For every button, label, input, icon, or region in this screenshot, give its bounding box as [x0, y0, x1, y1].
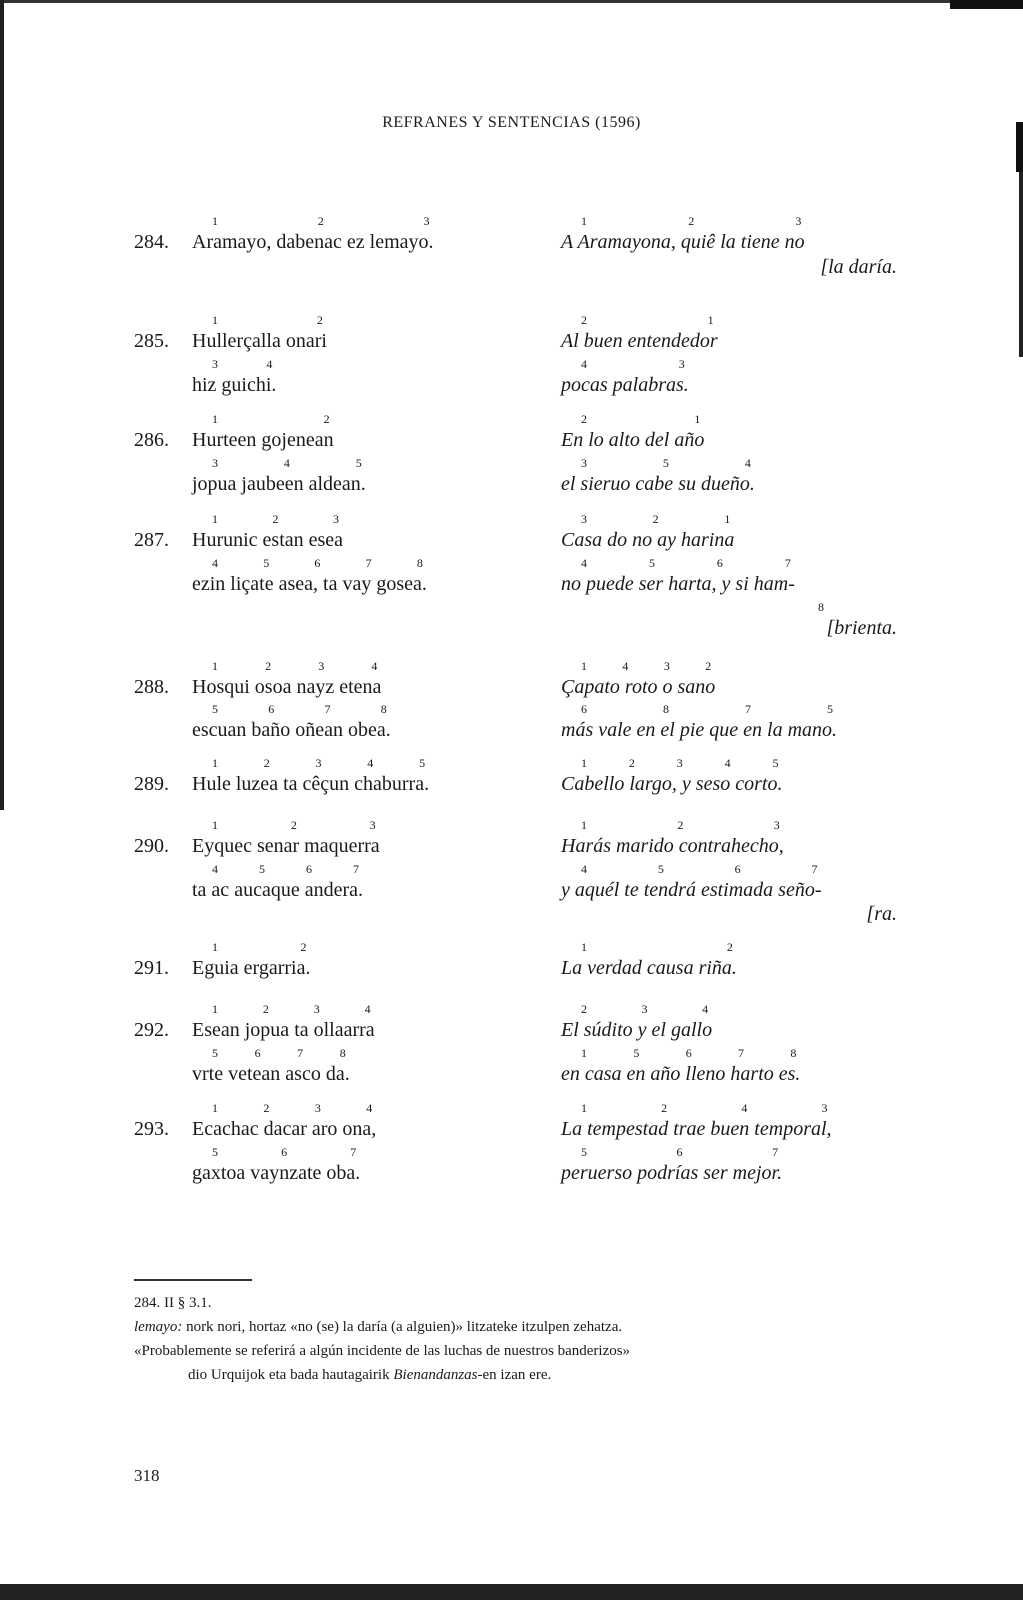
- word-order-mark: 3: [581, 512, 587, 526]
- word-order-mark: 2: [290, 818, 297, 832]
- word-order-mark: 4: [283, 456, 290, 470]
- word-order-mark: 2: [323, 412, 330, 426]
- word-order-mark: 2: [677, 818, 684, 832]
- word-order-mark: 2: [263, 1101, 270, 1115]
- spanish-line: En lo alto del año: [561, 429, 705, 451]
- word-order-mark: 3: [318, 659, 325, 673]
- word-order-mark: 2: [265, 659, 272, 673]
- word-order-mark: 3: [795, 214, 802, 228]
- word-order-mark: 5: [657, 862, 664, 876]
- word-order-mark: 6: [676, 1145, 683, 1159]
- footnote-line-2: «Probablemente se referirá a algún incidente de las luchas de nuestros banderizos»: [134, 1343, 631, 1359]
- word-order-mark: 3: [581, 456, 587, 470]
- proverb-number: 290.: [134, 835, 169, 857]
- spanish-line: en casa en año lleno harto es.: [561, 1063, 801, 1085]
- word-order-mark: 6: [305, 862, 312, 876]
- word-order-mark: 5: [419, 756, 426, 770]
- word-order-mark: 7: [772, 1145, 779, 1159]
- proverb-number: 287.: [134, 529, 169, 551]
- word-order-mark: 6: [314, 556, 321, 570]
- footnote-text-3c: -en izan ere.: [477, 1367, 552, 1383]
- word-order-mark: 4: [702, 1002, 709, 1016]
- word-order-mark: 4: [212, 862, 218, 876]
- spanish-line: La verdad causa riña.: [561, 957, 737, 979]
- spanish-line: no puede ser harta, y si ham-: [561, 573, 795, 595]
- spanish-line: Casa do no ay harina: [561, 529, 735, 551]
- word-order-mark: 5: [263, 556, 270, 570]
- spanish-line: el sieruo cabe su dueño.: [561, 473, 755, 495]
- proverb-number: 293.: [134, 1118, 169, 1140]
- word-order-mark: 1: [212, 1002, 218, 1016]
- footnote-ref: 284. II § 3.1.: [134, 1295, 212, 1311]
- word-order-mark: 3: [423, 214, 430, 228]
- word-order-mark: 1: [694, 412, 701, 426]
- word-order-mark: 1: [212, 412, 218, 426]
- spanish-line: pocas palabras.: [561, 374, 689, 396]
- proverb-number: 285.: [134, 330, 169, 352]
- word-order-mark: 3: [678, 357, 685, 371]
- word-order-mark: 4: [371, 659, 378, 673]
- word-order-mark: 1: [581, 1101, 587, 1115]
- word-order-mark: 7: [297, 1046, 304, 1060]
- spanish-line: El súdito y el gallo: [561, 1019, 713, 1041]
- word-order-mark: 8: [818, 600, 824, 614]
- word-order-mark: 1: [581, 214, 587, 228]
- basque-line: escuan baño oñean obea.: [192, 719, 391, 741]
- word-order-mark: 7: [352, 862, 359, 876]
- word-order-mark: 2: [300, 940, 307, 954]
- spanish-line: Çapato roto o sano: [561, 676, 716, 698]
- word-order-mark: 4: [724, 756, 731, 770]
- basque-line: Esean jopua ta ollaarra: [192, 1019, 375, 1041]
- spanish-continuation: [la daría.: [820, 256, 897, 278]
- word-order-mark: 2: [688, 214, 695, 228]
- word-order-mark: 5: [258, 862, 265, 876]
- word-order-mark: 6: [254, 1046, 261, 1060]
- word-order-mark: 3: [369, 818, 376, 832]
- word-order-mark: 2: [262, 1002, 269, 1016]
- word-order-mark: 2: [652, 512, 659, 526]
- word-order-mark: 8: [416, 556, 423, 570]
- basque-line: vrte vetean asco da.: [192, 1063, 350, 1085]
- footnote-rule: [134, 1279, 252, 1281]
- basque-line: Hurteen gojenean: [192, 429, 334, 451]
- basque-line: Aramayo, dabenac ez lemayo.: [192, 231, 434, 253]
- word-order-mark: 5: [581, 1145, 587, 1159]
- word-order-mark: 5: [212, 1046, 218, 1060]
- word-order-mark: 3: [821, 1101, 828, 1115]
- proverb-number: 286.: [134, 429, 169, 451]
- basque-line: ezin liçate asea, ta vay gosea.: [192, 573, 427, 595]
- footnote-text-1: nork nori, hortaz «no (se) la daría (a alguien)» litzateke itzulpen zehatza.: [182, 1319, 623, 1335]
- proverb-number: 288.: [134, 676, 169, 698]
- word-order-mark: 6: [734, 862, 741, 876]
- word-order-mark: 1: [212, 940, 218, 954]
- word-order-mark: 2: [661, 1101, 668, 1115]
- spanish-continuation: [brienta.: [826, 617, 897, 639]
- spanish-line: Al buen entendedor: [561, 330, 718, 352]
- word-order-mark: 3: [315, 756, 322, 770]
- word-order-mark: 4: [364, 1002, 371, 1016]
- word-order-mark: 1: [212, 659, 218, 673]
- spanish-continuation: [ra.: [866, 903, 897, 925]
- word-order-mark: 6: [268, 702, 275, 716]
- word-order-mark: 4: [744, 456, 751, 470]
- word-order-mark: 2: [272, 512, 279, 526]
- word-order-mark: 1: [581, 1046, 587, 1060]
- word-order-mark: 3: [313, 1002, 320, 1016]
- spanish-line: La tempestad trae buen temporal,: [561, 1118, 832, 1140]
- word-order-mark: 4: [212, 556, 218, 570]
- word-order-mark: 2: [628, 756, 635, 770]
- footnote-line-3: [134, 1363, 958, 1387]
- word-order-mark: 3: [663, 659, 670, 673]
- word-order-mark: 4: [366, 1101, 373, 1115]
- spanish-line: y aquél te tendrá estimada seño-: [561, 879, 822, 901]
- proverb-number: 284.: [134, 231, 169, 253]
- word-order-mark: 7: [365, 556, 372, 570]
- word-order-mark: 7: [738, 1046, 745, 1060]
- word-order-mark: 7: [811, 862, 818, 876]
- word-order-mark: 6: [281, 1145, 288, 1159]
- word-order-mark: 5: [212, 1145, 218, 1159]
- word-order-mark: 4: [581, 862, 587, 876]
- word-order-mark: 8: [339, 1046, 346, 1060]
- word-order-mark: 7: [324, 702, 331, 716]
- basque-line: gaxtoa vaynzate oba.: [192, 1162, 361, 1184]
- word-order-mark: 3: [773, 818, 780, 832]
- word-order-mark: 1: [212, 214, 218, 228]
- word-order-mark: 5: [648, 556, 655, 570]
- proverb-number: 292.: [134, 1019, 169, 1041]
- word-order-mark: 6: [716, 556, 723, 570]
- word-order-mark: 7: [350, 1145, 357, 1159]
- basque-line: ta ac aucaque andera.: [192, 879, 363, 901]
- basque-line: Hullerçalla onari: [192, 330, 327, 352]
- word-order-mark: 2: [581, 1002, 587, 1016]
- word-order-mark: 8: [663, 702, 669, 716]
- spanish-line: peruerso podrías ser mejor.: [561, 1162, 783, 1184]
- footnote-line-1: [134, 1315, 904, 1339]
- spanish-line: más vale en el pie que en la mano.: [561, 719, 838, 741]
- word-order-mark: 1: [212, 313, 218, 327]
- word-order-mark: 7: [784, 556, 791, 570]
- proverb-number: 289.: [134, 773, 169, 795]
- basque-line: Ecachac dacar aro ona,: [192, 1118, 377, 1140]
- basque-line: Hurunic estan esea: [192, 529, 344, 551]
- footnote-work-title: Bienandanzas: [393, 1367, 478, 1383]
- word-order-mark: 7: [745, 702, 752, 716]
- word-order-mark: 2: [581, 412, 587, 426]
- word-order-mark: 2: [726, 940, 733, 954]
- word-order-mark: 1: [212, 756, 218, 770]
- word-order-mark: 2: [581, 313, 587, 327]
- word-order-mark: 4: [266, 357, 273, 371]
- basque-line: Eguia ergarria.: [192, 957, 311, 979]
- word-order-mark: 1: [707, 313, 714, 327]
- proverb-number: 291.: [134, 957, 169, 979]
- word-order-mark: 1: [581, 818, 587, 832]
- word-order-mark: 1: [581, 756, 587, 770]
- word-order-mark: 5: [662, 456, 669, 470]
- word-order-mark: 3: [212, 357, 218, 371]
- word-order-mark: 6: [581, 702, 587, 716]
- word-order-mark: 3: [641, 1002, 648, 1016]
- word-order-mark: 1: [581, 659, 587, 673]
- basque-line: Hosqui osoa nayz etena: [192, 676, 382, 698]
- word-order-mark: 3: [212, 456, 218, 470]
- scan-bottom-edge: [0, 1584, 1023, 1600]
- footnote-text-3a: dio Urquijok eta bada hautagairik: [188, 1367, 394, 1383]
- word-order-mark: 1: [724, 512, 731, 526]
- word-order-mark: 5: [772, 756, 779, 770]
- word-order-mark: 4: [581, 357, 587, 371]
- word-order-mark: 1: [212, 512, 218, 526]
- word-order-mark: 2: [263, 756, 270, 770]
- word-order-mark: 2: [705, 659, 712, 673]
- word-order-mark: 3: [676, 756, 683, 770]
- spanish-line: Cabello largo, y seso corto.: [561, 773, 783, 795]
- basque-line: hiz guichi.: [192, 374, 277, 396]
- spanish-line: A Aramayona, quiê la tiene no: [561, 231, 805, 253]
- word-order-mark: 5: [633, 1046, 640, 1060]
- word-order-mark: 4: [741, 1101, 748, 1115]
- word-order-mark: 2: [317, 214, 324, 228]
- word-order-mark: 4: [581, 556, 587, 570]
- basque-line: jopua jaubeen aldean.: [192, 473, 366, 495]
- running-head: REFRANES Y SENTENCIAS (1596): [382, 114, 641, 131]
- word-order-mark: 4: [367, 756, 374, 770]
- word-order-mark: 5: [212, 702, 218, 716]
- word-order-mark: 5: [827, 702, 834, 716]
- word-order-mark: 6: [685, 1046, 692, 1060]
- word-order-mark: 3: [314, 1101, 321, 1115]
- basque-line: Hule luzea ta cêçun chaburra.: [192, 773, 430, 795]
- basque-line: Eyquec senar maquerra: [192, 835, 380, 857]
- word-order-mark: 8: [790, 1046, 797, 1060]
- word-order-mark: 2: [316, 313, 323, 327]
- word-order-mark: 1: [581, 940, 587, 954]
- spanish-line: Harás marido contrahecho,: [561, 835, 784, 857]
- word-order-mark: 1: [212, 818, 218, 832]
- word-order-mark: 1: [212, 1101, 218, 1115]
- word-order-mark: 8: [380, 702, 387, 716]
- word-order-mark: 3: [333, 512, 340, 526]
- word-order-mark: 5: [355, 456, 362, 470]
- footnote-term: lemayo:: [134, 1319, 183, 1335]
- word-order-mark: 4: [622, 659, 629, 673]
- page-number: 318: [134, 1466, 160, 1485]
